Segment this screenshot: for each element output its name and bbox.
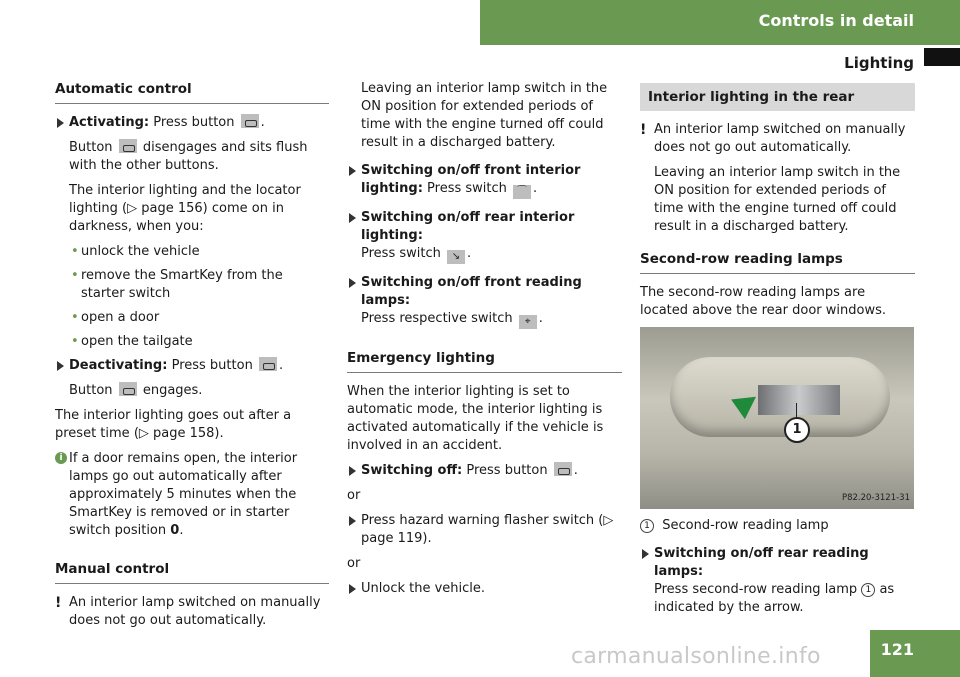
list-item: • open the tailgate (55, 333, 329, 351)
warning-note: ! An interior lamp switched on manually does not go out automatically. (55, 595, 321, 628)
section-tab-marker (924, 48, 960, 66)
text-or: or (347, 488, 361, 503)
text-or: or (347, 556, 361, 571)
watermark: carmanualsonline.info (571, 644, 821, 669)
page-number: 121 (880, 640, 914, 659)
paragraph-preset: The interior lighting goes out after a preset time (▷ page 158). (55, 408, 292, 441)
warning-icon: ! (55, 595, 62, 611)
front-light-switch-icon: ⌒ (513, 185, 531, 199)
lamp-button-icon (119, 382, 137, 396)
step-activating: Activating: Press button . (55, 114, 329, 132)
lamp-button-icon (119, 139, 137, 153)
step-hazard: Press hazard warning flasher switch (▷ page 119). (347, 512, 622, 548)
step-front-reading: Switching on/off front reading lamps: Press respective switch ⌖ . (347, 274, 622, 329)
column-2 (347, 80, 622, 605)
info-note: i If a door remains open, the interior lamps go out automatically after approximately 5 minutes when the SmartKey is removed or in starter switch position 0. (55, 450, 329, 540)
warning-note: ! An interior lamp switched on manually does not go out automatically. (640, 122, 906, 155)
paragraph-emergency: When the interior lighting is set to automatic mode, the interior lighting is activated automatically if the vehicle is involved in an accident. (347, 384, 604, 453)
step-unlock: Unlock the vehicle. (347, 580, 622, 598)
step-deactivating: Deactivating: Press button . (55, 357, 329, 375)
column-1 (55, 80, 329, 637)
step-rear-interior: Switching on/off rear interior lighting: Press switch ↘ . (347, 209, 622, 264)
paragraph-auto-desc: The interior lighting and the locator lighting (▷ page 156) come on in darkness, when you: (69, 183, 301, 234)
heading-emergency-lighting: Emergency lighting (347, 349, 622, 373)
heading-manual-control: Manual control (55, 560, 329, 584)
heading-interior-rear: Interior lighting in the rear (640, 83, 915, 111)
list-item: • unlock the vehicle (55, 243, 329, 261)
column-3 (640, 83, 915, 624)
warning-continued: Leaving an interior lamp switch in the ON position for extended periods of time with the engine turned off could result in a discharged battery. (654, 165, 901, 234)
paragraph-engages: Button engages. (69, 383, 203, 398)
photo-reference: P82.20-3121-31 (841, 493, 910, 503)
warning-continued: Leaving an interior lamp switch in the ON position for extended periods of time with the engine turned off could result in a discharged battery. (361, 81, 608, 150)
callout-marker-small: 1 (640, 519, 654, 533)
reading-lamp-switch-icon: ⌖ (519, 315, 537, 329)
photo-caption: 1 Second-row reading lamp (640, 517, 915, 535)
step-front-interior: Switching on/off front interior lighting: Press switch ⌒ . (347, 162, 622, 199)
heading-second-row: Second-row reading lamps (640, 250, 915, 274)
callout-line (796, 403, 797, 418)
rear-light-switch-icon: ↘ (447, 250, 465, 264)
callout-marker: 1 (784, 417, 810, 443)
list-item: • remove the SmartKey from the starter switch (55, 267, 329, 303)
info-icon: i (55, 452, 67, 464)
callout-marker-small: 1 (861, 583, 875, 597)
list-item: • open a door (55, 309, 329, 327)
step-switching-off: Switching off: Press button . (347, 462, 622, 480)
subsection-title: Lighting (844, 54, 914, 72)
section-title: Controls in detail (758, 11, 914, 30)
lamp-button-icon (554, 462, 572, 476)
reading-lamp-photo (640, 327, 914, 509)
paragraph-disengages: Button disengages and sits flush with the other buttons. (69, 140, 308, 173)
warning-icon: ! (640, 122, 647, 138)
heading-automatic-control: Automatic control (55, 80, 329, 104)
lamp-button-icon (241, 114, 259, 128)
lamp-lens (758, 385, 840, 415)
step-rear-reading: Switching on/off rear reading lamps: Press second-row reading lamp 1 as indicated by the arrow. (640, 545, 915, 617)
paragraph-second-row: The second-row reading lamps are located above the rear door windows. (640, 285, 886, 318)
lamp-button-icon (259, 357, 277, 371)
